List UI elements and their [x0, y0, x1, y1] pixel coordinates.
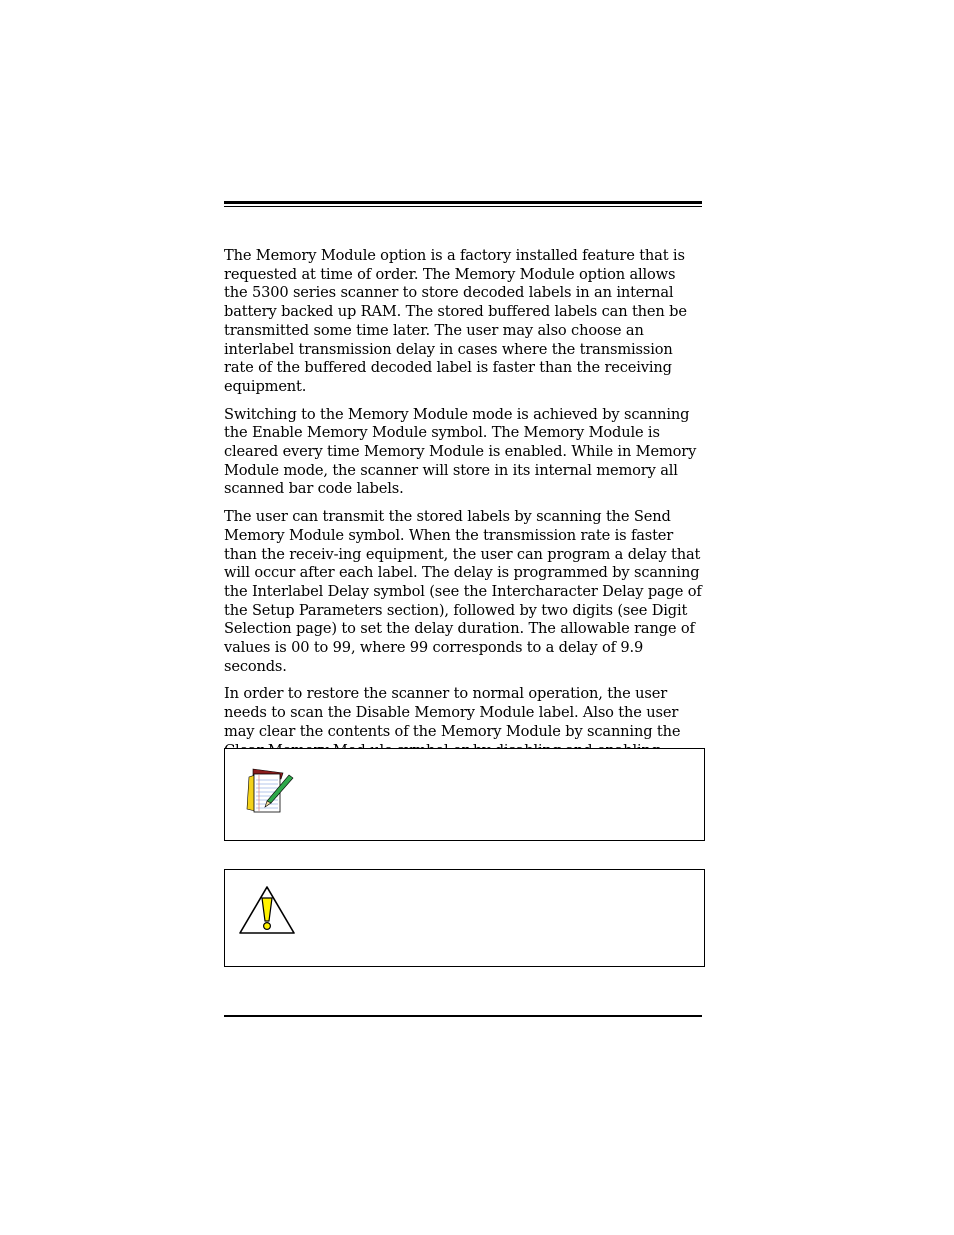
- paragraph-restore: In order to restore the scanner to normal operation, the user needs to scan the Disable Memory Module label. Also the user may clear the contents of the Memory Module by scanning the: [224, 685, 681, 740]
- body-text: [224, 247, 702, 807]
- header-rule-thin: [224, 206, 702, 207]
- note-box: [224, 748, 705, 841]
- paragraph-enable: Switching to the Memory Module mode is achieved by scanning the Enable Memory Module symbol. The Memory Module is cleared every time Memory Module is enabled. While in Memory Module mode, the scanner will store in its internal memory all scanned bar code labels.: [224, 405, 697, 498]
- paragraph-transmit: The user can transmit the stored labels by scanning the Send Memory Module symbol. When the transmission rate is faster than the receiv-ing equipment, the user can program a delay that will occur after each label. The delay is programmed by scanning the Interlabel Delay symbol (see the Intercharacter Delay page of the Setup Parameters section), followed by two digits (see Digit Selection page) to set the delay duration. The allowable range of values is 00 to 99, where 99 corresponds to a delay of 9.9 seconds.: [224, 508, 702, 675]
- caution-triangle-icon: [237, 884, 297, 936]
- notepad-pencil-icon: [245, 765, 295, 815]
- footer-rule: [224, 1015, 702, 1017]
- header-rule-thick: [224, 201, 702, 204]
- paragraph-intro: The Memory Module option is a factory installed feature that is requested at time of order. The Memory Module option allows the 5300 series scanner to store decoded labels in an internal battery backed up RAM. The stored buffered labels can then be transmitted some time later. The user may also choose an interlabel transmission delay in cases where the transmission rate of the buffered decoded label is faster than the receiving equipment.: [224, 247, 687, 395]
- caution-box: [224, 869, 705, 967]
- header-rule: [224, 201, 702, 208]
